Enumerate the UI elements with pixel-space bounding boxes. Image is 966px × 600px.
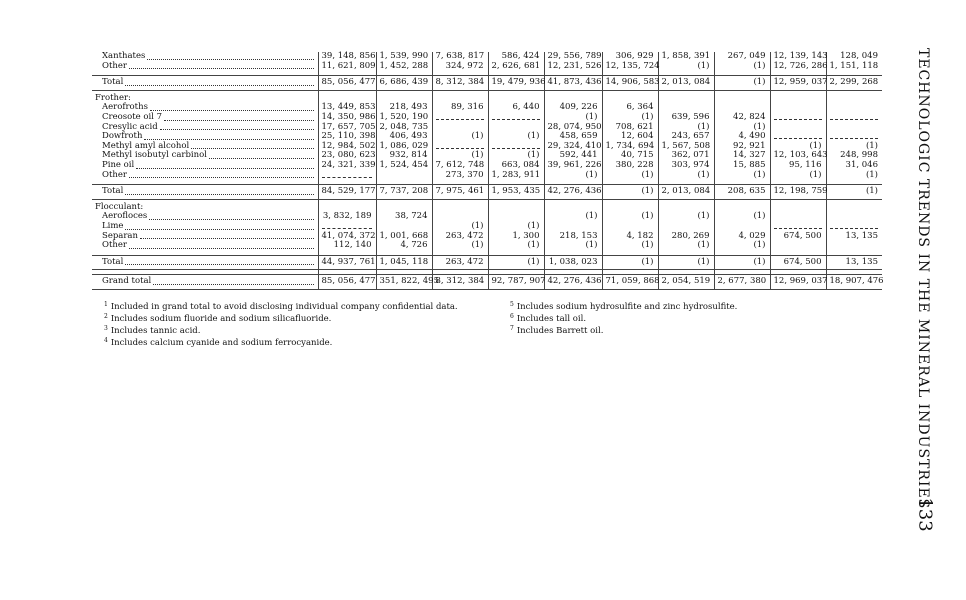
value-cell: 932, 814 — [376, 151, 432, 161]
value-cell: (1) — [432, 241, 488, 251]
value-cell: 208, 635 — [714, 185, 770, 200]
value-cell: (1) — [602, 171, 658, 181]
value-cell: 2, 626, 681 — [488, 62, 544, 72]
value-cell: 12, 198, 759 — [770, 185, 826, 200]
value-cell: (1) — [658, 255, 714, 270]
value-cell: 92, 787, 907 — [488, 275, 544, 290]
value-cell: 6, 364 — [602, 103, 658, 113]
value-cell: (1) — [602, 212, 658, 222]
value-cell: (1) — [714, 241, 770, 251]
value-cell: 42, 276, 436 — [544, 275, 602, 290]
value-cell: 458, 659 — [544, 132, 602, 142]
value-cell: 409, 226 — [544, 103, 602, 113]
footnote — [510, 300, 737, 312]
value-cell — [318, 171, 376, 181]
value-cell: (1) — [658, 62, 714, 72]
row-label: Other — [102, 240, 127, 251]
value-cell: 29, 556, 789 — [544, 52, 602, 62]
value-cell: 2, 013, 084 — [658, 185, 714, 200]
footnote-mark: 2 — [104, 313, 108, 320]
value-cell — [826, 113, 882, 123]
value-cell: 6, 440 — [488, 103, 544, 113]
total-row — [92, 255, 882, 270]
value-cell: (1) — [770, 142, 826, 152]
row-label-cell — [92, 171, 318, 181]
value-cell: (1) — [714, 123, 770, 133]
row-label-cell — [92, 62, 318, 72]
value-cell: (1) — [658, 171, 714, 181]
dash-placeholder — [492, 142, 540, 149]
value-cell: 11, 621, 809 — [318, 62, 376, 72]
value-cell: 2, 013, 084 — [658, 76, 714, 91]
value-cell: 4, 182 — [602, 232, 658, 242]
value-cell — [770, 103, 826, 113]
value-cell: 218, 493 — [376, 103, 432, 113]
value-cell: 1, 045, 118 — [376, 255, 432, 270]
footnote — [104, 336, 458, 348]
footnote-mark: 1 — [104, 301, 108, 308]
value-cell: 12, 984, 502 — [318, 142, 376, 152]
row-label: Aerofloces — [102, 211, 148, 222]
row-label: Other — [102, 60, 127, 71]
value-cell: 1, 953, 435 — [488, 185, 544, 200]
footnote-text: Included in grand total to avoid disclosing individual company confidential data. — [110, 302, 458, 312]
value-cell: (1) — [714, 62, 770, 72]
footnote-mark: 6 — [510, 313, 514, 320]
value-cell: 13, 135 — [826, 255, 882, 270]
value-cell: 380, 228 — [602, 161, 658, 171]
footnote — [104, 312, 458, 324]
value-cell: 18, 907, 476 — [826, 275, 882, 290]
dash-placeholder — [322, 222, 372, 229]
footnote-mark: 4 — [104, 337, 108, 344]
value-cell: 1, 452, 288 — [376, 62, 432, 72]
row-label: Dowfroth — [102, 131, 143, 142]
dash-placeholder — [492, 113, 540, 120]
value-cell: 44, 937, 761 — [318, 255, 376, 270]
value-cell: 14, 906, 583 — [602, 76, 658, 91]
row-label: Pine oil — [102, 159, 135, 170]
value-cell: 84, 529, 177 — [318, 185, 376, 200]
footnotes-left-column — [104, 300, 458, 348]
value-cell: 1, 524, 454 — [376, 161, 432, 171]
total-row — [92, 185, 882, 200]
row-label-cell — [92, 76, 318, 91]
value-cell: 306, 929 — [602, 52, 658, 62]
dot-leader — [129, 68, 314, 69]
value-cell: (1) — [658, 241, 714, 251]
value-cell: 17, 657, 705 — [318, 123, 376, 133]
value-cell: (1) — [602, 185, 658, 200]
value-cell: 40, 715 — [602, 151, 658, 161]
row-label: Flocculant: — [95, 201, 144, 212]
value-cell: 23, 080, 623 — [318, 151, 376, 161]
footnote-text: Includes calcium cyanide and sodium ferrocyanide. — [110, 338, 333, 348]
row-label: Methyl amyl alcohol — [102, 140, 190, 151]
value-cell: 89, 316 — [432, 103, 488, 113]
value-cell — [770, 199, 826, 212]
dot-leader — [125, 229, 313, 230]
value-cell: 14, 350, 986 — [318, 113, 376, 123]
dot-leader — [144, 139, 313, 140]
value-cell — [826, 212, 882, 222]
dot-leader — [164, 120, 313, 121]
value-cell: 29, 324, 410 — [544, 142, 602, 152]
dot-leader — [153, 284, 313, 285]
value-cell: 38, 724 — [376, 212, 432, 222]
footnote — [510, 312, 737, 324]
row-label: Total — [102, 256, 124, 267]
row-label: Aerofroths — [102, 102, 148, 113]
value-cell: (1) — [488, 222, 544, 232]
value-cell — [658, 90, 714, 103]
value-cell: 31, 046 — [826, 161, 882, 171]
value-cell: 674, 500 — [770, 255, 826, 270]
value-cell — [488, 199, 544, 212]
value-cell: 95, 116 — [770, 161, 826, 171]
value-cell: 13, 449, 853 — [318, 103, 376, 113]
value-cell: 4, 490 — [714, 132, 770, 142]
dash-placeholder — [774, 222, 822, 229]
row-label: Total — [102, 77, 124, 88]
table-row — [92, 62, 882, 72]
value-cell: 8, 312, 384 — [432, 275, 488, 290]
value-cell: (1) — [714, 76, 770, 91]
value-cell — [376, 171, 432, 181]
value-cell: (1) — [488, 241, 544, 251]
value-cell: 39, 148, 856 — [318, 52, 376, 62]
value-cell: 12, 231, 526 — [544, 62, 602, 72]
value-cell: 1, 734, 694 — [602, 142, 658, 152]
value-cell: 708, 621 — [602, 123, 658, 133]
footnote-mark: 3 — [104, 325, 108, 332]
value-cell: (1) — [826, 171, 882, 181]
dot-leader — [209, 158, 314, 159]
dot-leader — [125, 264, 313, 265]
value-cell: 263, 472 — [432, 232, 488, 242]
dash-placeholder — [436, 142, 484, 149]
value-cell: 2, 054, 519 — [658, 275, 714, 290]
value-cell: 25, 110, 398 — [318, 132, 376, 142]
row-label-cell — [92, 212, 318, 222]
value-cell: 406, 493 — [376, 132, 432, 142]
row-label: Frother: — [95, 92, 131, 103]
value-cell: 267, 049 — [714, 52, 770, 62]
value-cell: 273, 370 — [432, 171, 488, 181]
value-cell: 1, 151, 118 — [826, 62, 882, 72]
value-cell: (1) — [432, 132, 488, 142]
footnote-text: Includes Barrett oil. — [516, 326, 604, 336]
value-cell: 1, 567, 508 — [658, 142, 714, 152]
value-cell — [826, 199, 882, 212]
dot-leader — [125, 194, 313, 195]
value-cell: 24, 321, 339 — [318, 161, 376, 171]
value-cell: 71, 059, 868 — [602, 275, 658, 290]
footnotes-right-column — [510, 300, 737, 336]
row-label: Separan — [102, 230, 138, 241]
dot-leader — [147, 59, 313, 60]
value-cell — [826, 90, 882, 103]
footnote-mark: 7 — [510, 325, 514, 332]
page-number: 133 — [914, 497, 936, 532]
value-cell: (1) — [658, 212, 714, 222]
row-label: Grand total — [102, 276, 152, 287]
value-cell: (1) — [602, 113, 658, 123]
value-cell: 12, 969, 037 — [770, 275, 826, 290]
value-cell: (1) — [544, 241, 602, 251]
value-cell: 128, 049 — [826, 52, 882, 62]
row-label: Cresylic acid — [102, 121, 158, 132]
value-cell — [826, 123, 882, 133]
value-cell: (1) — [544, 171, 602, 181]
dot-leader — [160, 129, 314, 130]
dash-placeholder — [436, 113, 484, 120]
value-cell: 19, 479, 936 — [488, 76, 544, 91]
value-cell: 41, 074, 372 — [318, 232, 376, 242]
row-label-cell — [92, 241, 318, 251]
value-cell: 41, 873, 436 — [544, 76, 602, 91]
value-cell: 1, 300 — [488, 232, 544, 242]
value-cell: 1, 001, 668 — [376, 232, 432, 242]
value-cell: 1, 038, 023 — [544, 255, 602, 270]
value-cell: 248, 998 — [826, 151, 882, 161]
row-label: Total — [102, 186, 124, 197]
value-cell: 85, 056, 477 — [318, 76, 376, 91]
value-cell — [488, 113, 544, 123]
footnote-text: Includes sodium hydrosulfite and zinc hydrosulfite. — [516, 302, 738, 312]
value-cell: 112, 140 — [318, 241, 376, 251]
value-cell: 7, 612, 748 — [432, 161, 488, 171]
value-cell: 280, 269 — [658, 232, 714, 242]
value-cell: 1, 539, 990 — [376, 52, 432, 62]
value-cell: (1) — [602, 255, 658, 270]
value-cell: 12, 604 — [602, 132, 658, 142]
value-cell: 92, 921 — [714, 142, 770, 152]
dash-placeholder — [830, 132, 879, 139]
value-cell — [826, 103, 882, 113]
value-cell: 42, 824 — [714, 113, 770, 123]
value-cell: (1) — [544, 212, 602, 222]
footnote — [104, 324, 458, 336]
value-cell: (1) — [658, 123, 714, 133]
value-cell: (1) — [432, 222, 488, 232]
row-label-cell — [92, 185, 318, 200]
value-cell: 6, 686, 439 — [376, 76, 432, 91]
table-row — [92, 241, 882, 251]
dot-leader — [129, 248, 314, 249]
value-cell — [770, 123, 826, 133]
value-cell: 303, 974 — [658, 161, 714, 171]
value-cell: 674, 500 — [770, 232, 826, 242]
value-cell: 586, 424 — [488, 52, 544, 62]
value-cell: 12, 103, 643 — [770, 151, 826, 161]
value-cell: 85, 056, 477 — [318, 275, 376, 290]
row-label: Lime — [102, 220, 124, 231]
value-cell: 639, 596 — [658, 113, 714, 123]
value-cell: (1) — [488, 151, 544, 161]
value-cell: 2, 677, 380 — [714, 275, 770, 290]
row-label-cell — [92, 255, 318, 270]
value-cell — [770, 212, 826, 222]
value-cell: 12, 139, 143 — [770, 52, 826, 62]
value-cell: (1) — [544, 113, 602, 123]
running-head: TECHNOLOGIC TRENDS IN THE MINERAL INDUSTRIES — [915, 48, 931, 510]
dot-leader — [129, 177, 314, 178]
dash-placeholder — [830, 113, 879, 120]
value-cell: 3, 832, 189 — [318, 212, 376, 222]
value-cell — [826, 241, 882, 251]
value-cell: 15, 885 — [714, 161, 770, 171]
value-cell: (1) — [488, 132, 544, 142]
value-cell: 7, 638, 817 — [432, 52, 488, 62]
value-cell: 324, 972 — [432, 62, 488, 72]
value-cell: (1) — [714, 255, 770, 270]
value-cell — [770, 113, 826, 123]
value-cell: 2, 299, 268 — [826, 76, 882, 91]
value-cell: (1) — [432, 151, 488, 161]
value-cell: 1, 520, 190 — [376, 113, 432, 123]
value-cell: (1) — [714, 171, 770, 181]
reagent-consumption-table — [92, 52, 882, 290]
value-cell: 7, 737, 208 — [376, 185, 432, 200]
value-cell: 14, 327 — [714, 151, 770, 161]
dot-leader — [140, 238, 314, 239]
value-cell — [770, 241, 826, 251]
dash-placeholder — [322, 171, 372, 178]
dot-leader — [125, 85, 313, 86]
row-label: Creosote oil 7 — [102, 111, 163, 122]
value-cell: (1) — [714, 212, 770, 222]
dot-leader — [136, 168, 313, 169]
dot-leader — [149, 219, 313, 220]
value-cell: 218, 153 — [544, 232, 602, 242]
value-cell: 1, 283, 911 — [488, 171, 544, 181]
value-cell: 42, 276, 436 — [544, 185, 602, 200]
footnote-text: Includes tall oil. — [516, 314, 587, 324]
value-cell: 7, 975, 461 — [432, 185, 488, 200]
value-cell — [770, 90, 826, 103]
footnote-text: Includes sodium fluoride and sodium silicafluoride. — [110, 314, 332, 324]
footnote — [510, 324, 737, 336]
dash-placeholder — [830, 222, 879, 229]
value-cell: 39, 961, 226 — [544, 161, 602, 171]
group-heading-row — [92, 90, 882, 103]
dot-leader — [150, 110, 314, 111]
row-label: Xanthates — [102, 51, 146, 61]
total-row — [92, 76, 882, 91]
value-cell: 1, 086, 029 — [376, 142, 432, 152]
value-cell: (1) — [826, 142, 882, 152]
value-cell: 2, 048, 735 — [376, 123, 432, 133]
dash-placeholder — [774, 113, 822, 120]
value-cell: 12, 726, 286 — [770, 62, 826, 72]
footnote-mark: 5 — [510, 301, 514, 308]
row-label: Other — [102, 169, 127, 180]
value-cell: 4, 726 — [376, 241, 432, 251]
value-cell: 592, 441 — [544, 151, 602, 161]
value-cell: 1, 858, 391 — [658, 52, 714, 62]
value-cell: 243, 657 — [658, 132, 714, 142]
grand-row — [92, 275, 882, 290]
value-cell: 8, 312, 384 — [432, 76, 488, 91]
row-label-cell — [92, 275, 318, 290]
value-cell: 263, 472 — [432, 255, 488, 270]
table-row — [92, 212, 882, 222]
value-cell: 362, 071 — [658, 151, 714, 161]
footnote — [104, 300, 458, 312]
dash-placeholder — [774, 132, 822, 139]
row-label: Methyl isobutyl carbinol — [102, 150, 207, 161]
value-cell — [432, 113, 488, 123]
value-cell — [432, 199, 488, 212]
value-cell: 13, 135 — [826, 232, 882, 242]
value-cell: 351, 822, 495 — [376, 275, 432, 290]
value-cell: 663, 084 — [488, 161, 544, 171]
value-cell: 28, 074, 950 — [544, 123, 602, 133]
value-cell: (1) — [826, 185, 882, 200]
value-cell: (1) — [602, 241, 658, 251]
table-row — [92, 171, 882, 181]
footnote-text: Includes tannic acid. — [110, 326, 201, 336]
value-cell: 12, 135, 724 — [602, 62, 658, 72]
value-cell: (1) — [488, 255, 544, 270]
dot-leader — [191, 148, 313, 149]
value-cell: 12, 959, 037 — [770, 76, 826, 91]
value-cell: (1) — [770, 171, 826, 181]
value-cell: 4, 029 — [714, 232, 770, 242]
value-cell — [714, 90, 770, 103]
